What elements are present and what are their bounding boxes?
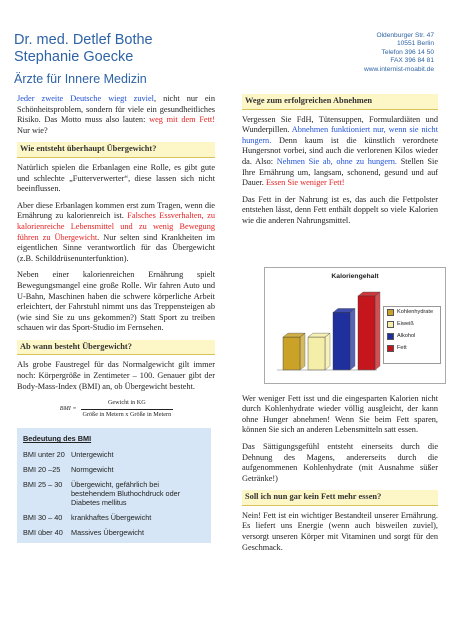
bmi-row — [23, 480, 205, 507]
intro-highlight: Jeder zweite Deutsche wiegt zuviel — [17, 94, 154, 103]
bmi-meaning: Normgewicht — [71, 465, 114, 475]
bar-alkohol — [333, 312, 350, 370]
bmi-table-title: Bedeutung des BMI — [23, 434, 92, 444]
address-city: 10551 Berlin — [396, 40, 434, 48]
bar-side-eiweiß — [325, 333, 330, 370]
diet-text: Aber diese Erbanlagen kommen erst zum Tragen, wenn die Ernährung zu kalorienreich ist. — [17, 200, 215, 221]
doctor-name-2: Stephanie Goecke — [14, 49, 134, 65]
legend-item — [384, 319, 440, 331]
heading-weight-loss: Wege zum erfolgreichen Abnehmen — [242, 94, 438, 110]
paragraph-fat-important: Nein! Fett ist ein wichtiger Bestandteil unserer Ernährung. Es liefert uns Energie (wenn auch bisweilen zuviel), versorgt unseren Körper mit Vitaminen und sorgt für den Geschmack. — [242, 510, 438, 552]
bmi-formula — [17, 398, 215, 420]
paragraph-no-hunger — [242, 115, 438, 189]
text-b: Denn kaum ist die künstlich verordnete Hungersnot vorbei, sind auch die verlorenen Kilos wieder da. Also: — [242, 135, 438, 166]
bmi-meaning: Massives Übergewicht — [71, 528, 144, 538]
formula-lhs: BMI = — [59, 405, 77, 413]
bmi-row — [23, 465, 205, 474]
legend-label: Alkohol — [397, 333, 416, 340]
paragraph-exercise: Neben einer kalorienreichen Ernährung spielt Bewegungsmangel eine große Rolle. Wir fahren Auto und U-Bahn, Maschinen haben die schwere körperliche Arbeit erleichtert, der Fahrstuhl nimmt uns das Treppensteigen ab (wie sind Sie zu uns gekommen?) Statt Sport zu treiben schauen wir das Sport-Studio im Fernsehen. — [17, 270, 215, 333]
legend-label: Kohlenhydrate — [397, 309, 434, 316]
doctor-name-1: Dr. med. Detlef Bothe — [14, 32, 153, 48]
bar-eiweiß — [308, 337, 325, 370]
highlight-b: Nehmen Sie ab, ohne zu hungern. — [276, 156, 397, 166]
diet-text-end: . Nur selten sind Krankheiten im eigentlichen Sinne verantwortlich für das Übergewicht (z.B. Schilddrüsenunterfunktion). — [17, 232, 215, 263]
address-street: Oldenburger Str. 47 — [376, 32, 434, 39]
address-block — [364, 32, 434, 74]
bmi-range: BMI über 40 — [23, 528, 63, 538]
address-phone: Telefon 396 14 50 — [381, 48, 434, 56]
bmi-row — [23, 528, 205, 537]
paragraph-diet — [17, 201, 215, 265]
bmi-row — [23, 513, 205, 522]
text-a: Vergessen Sie FdH, Tütensuppen, Formulardiäten und Wunderpillen. — [242, 114, 438, 135]
intro-motto: weg mit dem Fett! — [149, 115, 215, 125]
bar-kohlenhydrate — [283, 337, 300, 370]
bmi-meaning: Übergewicht, gefährlich bei bestehendem Bluthochdruck oder Diabetes mellitus — [71, 480, 181, 508]
paragraph-less-fat: Wer weniger Fett isst und die eingesparten Kalorien nicht durch Kohlenhydrate wieder völlig ausgleicht, der kann ohne Hunger abnehmen! Wenn Sie beim Fett sparen, können Sie sich an anderen Lebensmitteln satt essen. — [242, 393, 438, 435]
intro-text: , nicht nur ein Schönheitsproblem, sondern für viele ein gesundheitliches Risiko. Das Motto muss also lauten: — [17, 94, 215, 125]
legend-swatch — [387, 345, 394, 352]
chart-title: Kaloriengehalt — [331, 272, 379, 280]
paragraph-bmi-intro: Als grobe Faustregel für das Normalgewicht gilt immer noch: Körpergröße in Zentimeter – 100. Genauer gibt der Body-Mass-Index (BMI) an, ob Übergewicht besteht. — [17, 360, 215, 391]
address-fax: FAX 396 84 81 — [390, 57, 434, 65]
bar-fett — [358, 296, 375, 370]
diet-highlight: Falsches Essverhalten, zu kalorienreiche Lebensmittel und zu wenig Bewegung führen zu Übergewicht — [17, 211, 215, 242]
legend-item — [384, 307, 440, 319]
chart-legend — [383, 306, 441, 364]
paragraph-fat: Das Fett in der Nahrung ist es, das auch die Fettpolster entstehen lässt, denn Fett enthält doppelt so viele Kalorien wie die anderen Nahrungsmittel. — [242, 194, 438, 225]
legend-item — [384, 343, 440, 355]
legend-swatch — [387, 321, 394, 328]
bar-side-fett — [375, 292, 380, 370]
intro-question: Nur wie? — [17, 125, 48, 135]
bar-side-alkohol — [350, 308, 355, 370]
paragraph-satiety: Das Sättigungsgefühl entsteht einerseits durch die Dehnung des Magens, andererseits durch die aufgenommenen Kohlenhydrate (mit Ausnahme süßer Getränke!) — [242, 441, 438, 483]
bmi-range: BMI 30 – 40 — [23, 513, 63, 523]
bmi-range: BMI 20 –25 — [23, 465, 61, 475]
intro-paragraph — [17, 94, 215, 136]
legend-item — [384, 331, 440, 343]
heading-no-fat: Soll ich nun gar kein Fett mehr essen? — [242, 490, 438, 506]
bmi-meaning: Untergewicht — [71, 450, 114, 460]
legend-swatch — [387, 309, 394, 316]
left-column — [17, 94, 215, 543]
highlight-c: Essen Sie weniger Fett! — [265, 178, 345, 188]
formula-numerator: Gewicht in KG — [81, 398, 174, 409]
bmi-table — [17, 428, 211, 543]
heading-cause: Wie entsteht überhaupt Übergewicht? — [17, 142, 215, 158]
paragraph-genes: Natürlich spielen die Erbanlagen eine Rolle, es gibt gute und schlechte „Futterverwerter“, diese lassen sich nicht beeinflussen. — [17, 162, 215, 194]
legend-label: Fett — [397, 345, 407, 352]
bar-side-kohlenhydrate — [300, 333, 305, 370]
calorie-chart — [264, 267, 446, 384]
specialty: Ärzte für Innere Medizin — [14, 72, 147, 86]
bmi-range: BMI unter 20 — [23, 450, 65, 460]
highlight-a: Abnehmen funktioniert nur, wenn sie nicht hungern. — [242, 125, 438, 145]
formula-denominator: Größe in Metern x Größe in Metern — [82, 410, 172, 418]
bmi-row — [23, 450, 205, 459]
bmi-range: BMI 25 – 30 — [23, 480, 63, 490]
letterhead — [14, 32, 234, 86]
legend-swatch — [387, 333, 394, 340]
text-c: Stellen Sie Ihre Ernährung um, langsam, schonend, gesund und auf Dauer. — [242, 156, 438, 188]
heading-threshold: Ab wann besteht Übergewicht? — [17, 340, 215, 356]
address-website[interactable]: www.internist-moabit.de — [364, 65, 434, 73]
right-column — [242, 94, 438, 559]
bmi-meaning: krankhaftes Übergewicht — [71, 513, 152, 523]
legend-label: Eiweiß — [397, 321, 414, 328]
